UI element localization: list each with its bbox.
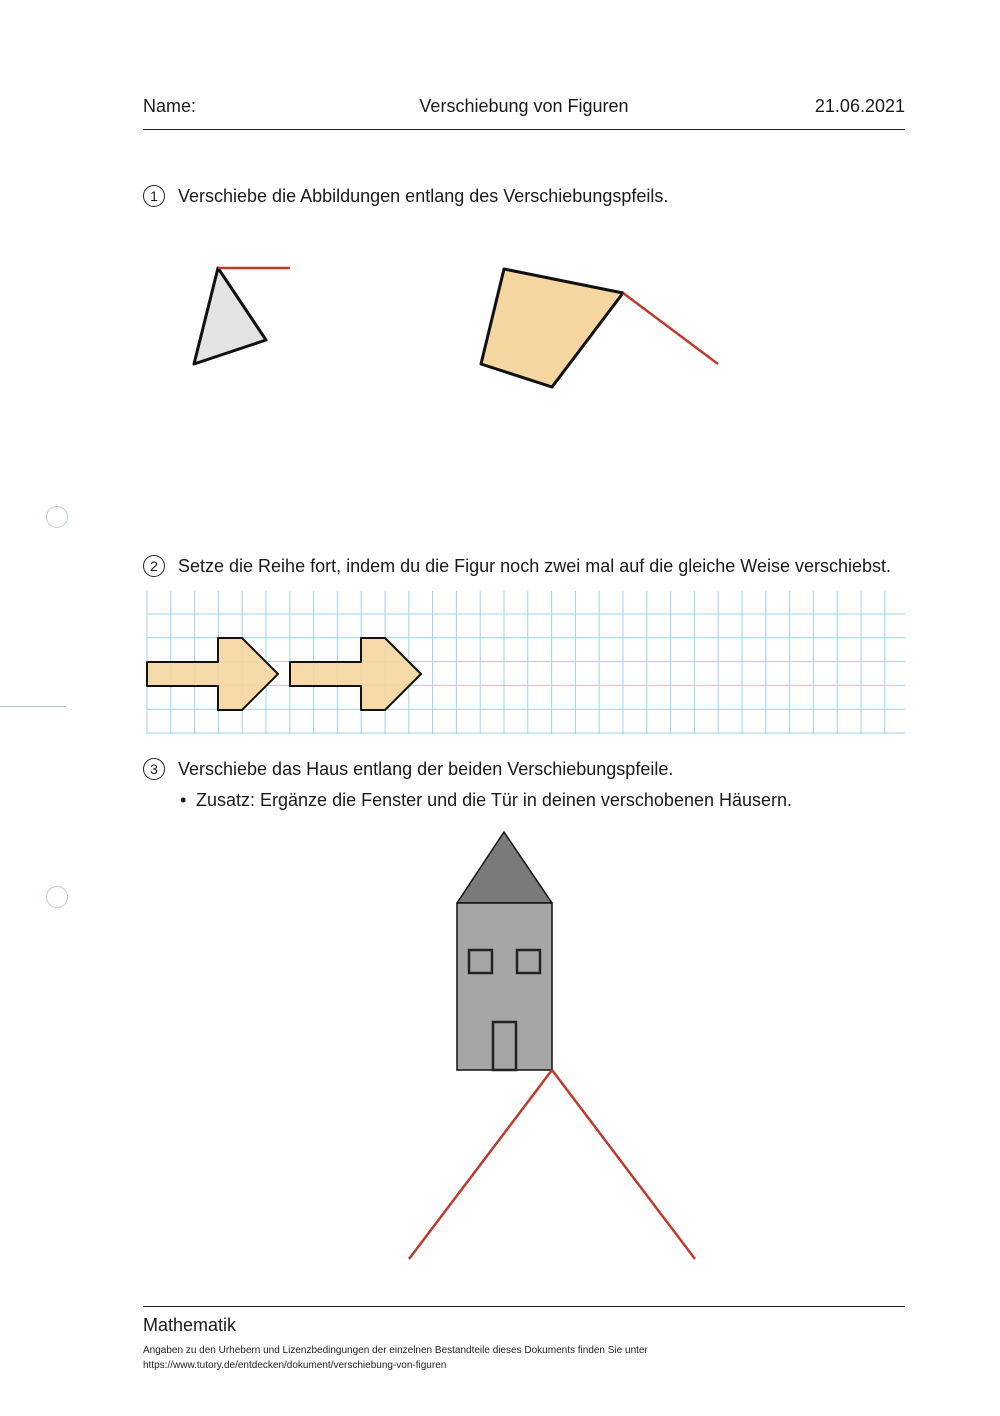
footer-credit-line-2: https://www.tutory.de/entdecken/dokument/verschiebung-von-figuren [143,1360,447,1371]
grid-lines [147,591,905,734]
task-3-bullet: Zusatz: Ergänze die Fenster und die Tür in deinen verschobenen Häusern. [196,790,793,810]
fold-mark [0,706,66,707]
house-body [457,903,552,1070]
house-window-right [517,950,540,973]
task-3-number: 3 [143,758,165,780]
footer-subject: Mathematik [143,1315,237,1335]
punch-hole-bottom [46,886,68,908]
footer-rule [143,1306,905,1307]
page-title: Verschiebung von Figuren [419,96,629,116]
arrow-figure-1 [147,638,278,710]
quadrilateral-figure [481,269,623,387]
task-3-text: Verschiebe das Haus entlang der beiden Verschiebungspfeile. [178,759,674,779]
punch-hole-top [46,506,68,528]
quadrilateral-shift-arrow [623,293,718,364]
house-window-left [469,950,492,973]
bullet-dot: • [180,790,187,810]
house-shift-arrow-right [552,1070,695,1259]
date: 21.06.2021 [814,96,905,116]
task-1-number: 1 [143,185,165,207]
task-1-text: Verschiebe die Abbildungen entlang des Verschiebungspfeils. [178,186,669,206]
house-shift-arrow-left [409,1070,552,1259]
header-rule [143,129,905,130]
house-roof [457,832,552,903]
house-door [493,1022,516,1070]
triangle-figure [194,268,266,364]
name-label: Name: [143,96,197,116]
task-2-text: Setze die Reihe fort, indem du die Figur noch zwei mal auf die gleiche Weise verschiebst. [178,556,892,576]
footer-credit-line-1: Angaben zu den Urhebern und Lizenzbedingungen der einzelnen Bestandteile dieses Dokuments finden Sie unter [143,1345,648,1356]
arrow-figure-2 [290,638,421,710]
task-2-number: 2 [143,555,165,577]
